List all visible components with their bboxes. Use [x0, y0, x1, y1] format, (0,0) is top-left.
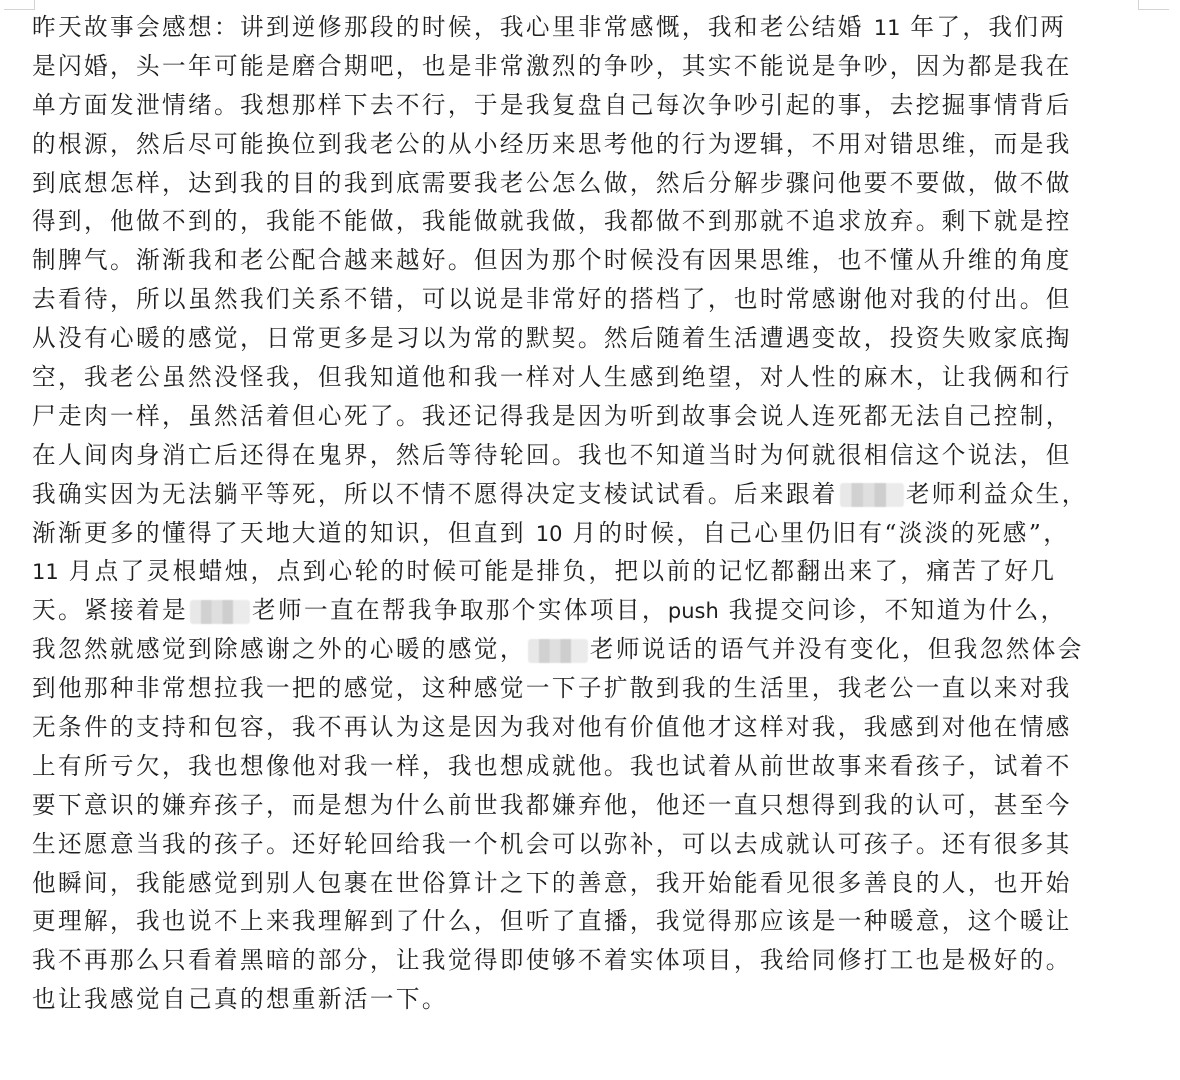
redacted-name-blur	[190, 600, 250, 624]
text-line	[32, 708, 1152, 747]
text-segment: 也让我感觉自己真的想重新活一下。	[32, 985, 448, 1014]
text-segment: 老师说话的语气并没有变化，但我忽然体会	[589, 635, 1084, 664]
text-line	[32, 864, 1152, 903]
text-segment: 到底想怎样，达到我的目的我到底需要我老公怎么做，然后分解步骤问他要不要做，做不做	[32, 168, 1072, 197]
text-line	[32, 475, 1152, 514]
text-segment: 月点了灵根蜡烛，点到心轮的时候可能是排负，把以前的记忆都翻出来了，痛苦了好几	[58, 557, 1057, 586]
text-segment: 月的时候，自己心里仍旧有“淡淡的死感”，	[562, 518, 1070, 547]
text-segment: 去看待，所以虽然我们关系不错，可以说是非常好的搭档了，也时常感谢他对我的付出。但	[32, 285, 1072, 314]
document-body	[32, 8, 1152, 1019]
text-line	[32, 202, 1152, 241]
latin-text: push	[667, 599, 719, 624]
crop-mark-top-left	[4, 0, 35, 10]
text-line	[32, 47, 1152, 86]
text-line	[32, 164, 1152, 203]
text-segment: 年了，我们两	[900, 13, 1067, 41]
text-segment: 上有所亏欠，我也想像他对我一样，我也想成就他。我也试着从前世故事来看孩子，试着不	[32, 751, 1072, 780]
text-segment: 我确实因为无法躺平等死，所以不情不愿得决定支棱试试看。后来跟着	[32, 479, 838, 508]
text-segment: 我不再那么只看着黑暗的部分，让我觉得即使够不着实体项目，我给同修打工也是极好的。	[32, 946, 1072, 975]
text-line	[32, 591, 1152, 630]
text-segment: 得到，他做不到的，我能不能做，我能做就我做，我都做不到那就不追求放弃。剩下就是控	[32, 207, 1072, 236]
text-line	[32, 397, 1152, 436]
text-segment: 制脾气。渐渐我和老公配合越来越好。但因为那个时候没有因果思维，也不懂从升维的角度	[32, 246, 1072, 275]
text-segment: 渐渐更多的懂得了天地大道的知识，但直到	[32, 518, 536, 547]
number-text: 11	[873, 16, 901, 40]
text-segment: 从没有心暖的感觉，日常更多是习以为常的默契。然后随着生活遭遇变故，投资失败家底掏	[32, 324, 1072, 353]
text-segment: 到他那种非常想拉我一把的感觉，这种感觉一下子扩散到我的生活里，我老公一直以来对我	[32, 674, 1072, 703]
text-segment: 天。紧接着是	[32, 596, 188, 625]
text-segment: 更理解，我也说不上来我理解到了什么，但听了直播，我觉得那应该是一种暖意，这个暖让	[32, 907, 1072, 936]
text-line	[32, 825, 1152, 864]
text-line	[32, 630, 1152, 669]
text-line	[32, 786, 1152, 825]
text-segment: 单方面发泄情绪。我想那样下去不行，于是我复盘自己每次争吵引起的事，去挖掘事情背后	[32, 90, 1072, 119]
text-line	[32, 941, 1152, 980]
text-line	[32, 358, 1152, 397]
text-line	[32, 902, 1152, 941]
text-segment: 我提交问诊，不知道为什么，	[718, 596, 1067, 625]
text-line	[32, 669, 1152, 708]
text-line	[32, 436, 1152, 475]
number-text: 10	[535, 521, 563, 546]
text-segment: 老师利益众生，	[905, 479, 1088, 508]
text-segment: 尸走肉一样，虽然活着但心死了。我还记得我是因为听到故事会说人连死都无法自己控制，	[32, 401, 1072, 430]
text-segment: 昨天故事会感想：讲到逆修那段的时候，我心里非常感慨，我和老公结婚	[32, 13, 874, 41]
text-segment: 在人间肉身消亡后还得在鬼界，然后等待轮回。我也不知道当时为何就很相信这个说法，但	[32, 440, 1072, 469]
text-line	[32, 8, 1152, 47]
text-line	[32, 980, 1152, 1019]
text-line	[32, 86, 1152, 125]
text-segment: 无条件的支持和包容，我不再认为这是因为我对他有价值他才这样对我，我感到对他在情感	[32, 713, 1072, 742]
text-line	[32, 241, 1152, 280]
text-segment: 我忽然就感觉到除感谢之外的心暖的感觉，	[32, 635, 526, 664]
text-line	[32, 319, 1152, 358]
number-text: 11	[32, 560, 59, 585]
text-line	[32, 552, 1152, 591]
text-segment: 的根源，然后尽可能换位到我老公的从小经历来思考他的行为逻辑，不用对错思维，而是我	[32, 129, 1072, 158]
redacted-name-blur	[528, 639, 588, 663]
text-segment: 要下意识的嫌弃孩子，而是想为什么前世我都嫌弃他，他还一直只想得到我的认可，甚至今	[32, 790, 1072, 819]
text-line	[32, 125, 1152, 164]
text-segment: 是闪婚，头一年可能是磨合期吧，也是非常激烈的争吵，其实不能说是争吵，因为都是我在	[32, 51, 1072, 80]
text-segment: 空，我老公虽然没怪我，但我知道他和我一样对人生感到绝望，对人性的麻木，让我俩和行	[32, 363, 1072, 392]
text-segment: 他瞬间，我能感觉到别人包裹在世俗算计之下的善意，我开始能看见很多善良的人，也开始	[32, 868, 1072, 897]
text-line	[32, 280, 1152, 319]
redacted-name-blur	[840, 483, 904, 507]
text-segment: 生还愿意当我的孩子。还好轮回给我一个机会可以弥补，可以去成就认可孩子。还有很多其	[32, 829, 1072, 858]
text-line	[32, 514, 1152, 553]
text-line	[32, 747, 1152, 786]
text-segment: 老师一直在帮我争取那个实体项目，	[251, 596, 668, 625]
